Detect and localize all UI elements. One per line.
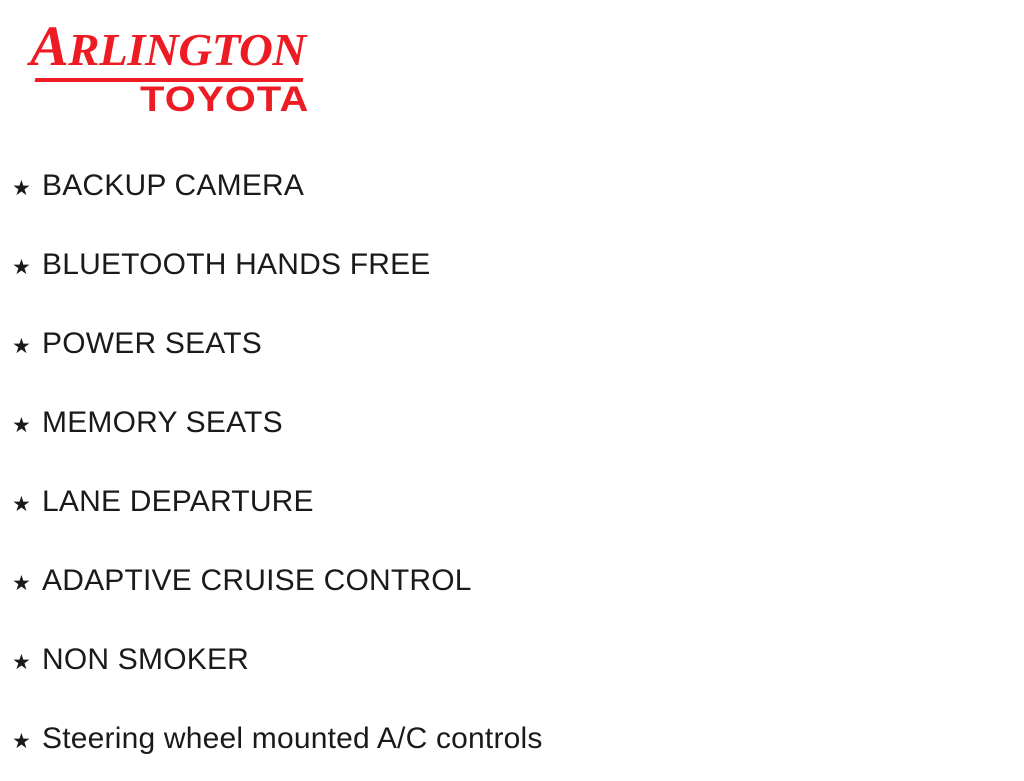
- feature-label: NON SMOKER: [42, 643, 250, 676]
- star-icon: ★: [12, 335, 31, 358]
- arlington-toyota-logo: [30, 15, 310, 119]
- logo-wordmark-arlington: [30, 15, 311, 78]
- logo-wordmark-rest: RLINGTON: [68, 24, 306, 75]
- list-item: [12, 462, 1024, 541]
- list-item: [12, 146, 1024, 225]
- list-item: [12, 541, 1024, 620]
- star-icon: ★: [12, 414, 31, 437]
- list-item: [12, 383, 1024, 462]
- feature-label: LANE DEPARTURE: [42, 485, 314, 518]
- star-icon: ★: [12, 572, 31, 595]
- feature-label: Steering wheel mounted A/C controls: [42, 722, 543, 755]
- feature-label: MEMORY SEATS: [42, 406, 283, 439]
- star-icon: ★: [12, 651, 31, 674]
- star-icon: ★: [12, 177, 31, 200]
- star-icon: ★: [12, 493, 31, 516]
- logo-wordmark-toyota: TOYOTA: [140, 80, 310, 119]
- feature-label: ADAPTIVE CRUISE CONTROL: [42, 564, 472, 597]
- feature-label: BACKUP CAMERA: [42, 169, 305, 202]
- logo-initial-letter: A: [30, 15, 69, 78]
- feature-list: [12, 146, 1024, 778]
- star-icon: ★: [12, 256, 31, 279]
- feature-label: POWER SEATS: [42, 327, 263, 360]
- feature-label: BLUETOOTH HANDS FREE: [42, 248, 431, 281]
- list-item: [12, 225, 1024, 304]
- list-item: [12, 620, 1024, 699]
- list-item: [12, 699, 1024, 778]
- list-item: [12, 304, 1024, 383]
- star-icon: ★: [12, 730, 31, 753]
